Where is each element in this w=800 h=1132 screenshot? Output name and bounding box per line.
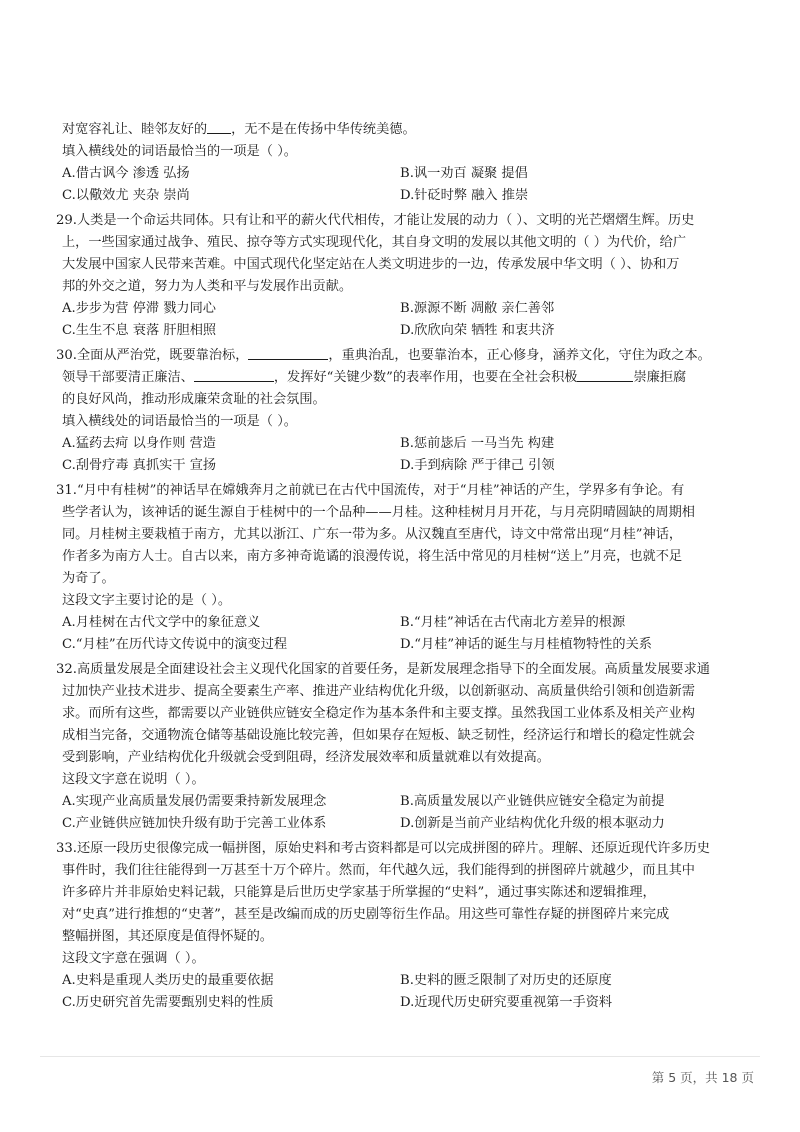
fill-blank — [194, 367, 274, 382]
q29-line: 上，一些国家通过战争、殖民、掠夺等方式实现现代化，其自身文明的发展以其他文明的（ ）为代价，给广 — [62, 235, 687, 250]
q29-line: 邦的外交之道，努力为人类和平与发展作出贡献。 — [62, 279, 353, 294]
q32-line: 成相当完备，交通物流仓储等基础设施比较完善，但如果存在短板、缺乏韧性，经济运行和增长的稳定性就会 — [62, 728, 695, 743]
intro-line-1-pre: 对宽容礼让、睦邻友好的 — [62, 122, 208, 137]
q33-line: 对“史真”进行推想的“史著”，甚至是改编而成的历史剧等衍生作品。用这些可靠性存疑的拼图碎片来完成 — [62, 907, 670, 922]
q30-option-b[interactable]: B.惩前毖后 一马当先 构建 — [400, 436, 555, 451]
page-content — [56, 119, 756, 1014]
q30-line-3: 的良好风尚，推动形成廉荣贪耻的社会氛围。 — [62, 392, 326, 407]
question-29 — [56, 210, 756, 342]
page-number: 第 5 页，共 18 页 — [651, 1070, 754, 1085]
footer-divider — [40, 1056, 760, 1057]
q31-line: 作者多为南方人士。自古以来，南方多神奇诡谲的浪漫传说，将生活中常见的月桂树“送上”月亮，也就不足 — [62, 549, 683, 564]
q30-line-1 — [56, 345, 756, 367]
intro-line-1-post: ，无不是在传扬中华传统美德。 — [231, 122, 416, 137]
q31-option-b[interactable]: B.“月桂”神话在古代南北方差异的根源 — [400, 615, 626, 630]
q30-line-1-a: 30.全面从严治党，既要靠治标， — [56, 348, 249, 363]
fill-blank — [248, 345, 328, 360]
q29-option-a[interactable]: A.步步为营 停滞 戮力同心 — [62, 301, 216, 316]
intro-option-d[interactable]: D.针砭时弊 融入 推崇 — [400, 188, 529, 203]
q33-option-c[interactable]: C.历史研究首先需要甄别史料的性质 — [62, 995, 274, 1010]
q30-line-2-a: 领导干部要清正廉洁、 — [62, 370, 194, 385]
q31-option-d[interactable]: D.“月桂”神话的诞生与月桂植物特性的关系 — [400, 637, 652, 652]
intro-line-1 — [56, 119, 756, 141]
q32-line: 受到影响，产业结构优化升级就会受到阻碍，经济发展效率和质量就难以有效提高。 — [62, 750, 550, 765]
q33-option-b[interactable]: B.史料的匮乏限制了对历史的还原度 — [400, 973, 612, 988]
q33-options-row-1 — [56, 970, 756, 992]
q29-options-row-1 — [56, 298, 756, 320]
q32-option-a[interactable]: A.实现产业高质量发展仍需要秉持新发展理念 — [62, 794, 327, 809]
q31-line: 为奇了。 — [62, 571, 115, 586]
q29-options-row-2 — [56, 320, 756, 342]
q33-prompt: 这段文字意在强调（ ）。 — [62, 951, 205, 966]
q30-options-row-2 — [56, 455, 756, 477]
q31-line: 些学者认为，该神话的诞生源自于桂树中的一个品种——月桂。这种桂树月月开花，与月亮阴晴圆缺的周期相 — [62, 505, 695, 520]
q30-option-a[interactable]: A.猛药去疴 以身作则 营造 — [62, 436, 216, 451]
question-33 — [56, 838, 756, 1014]
q32-line: 32.高质量发展是全面建设社会主义现代化国家的首要任务，是新发展理念指导下的全面发展。高质量发展要求通 — [56, 662, 710, 677]
q29-option-d[interactable]: D.欣欣向荣 牺牲 和衷共济 — [400, 323, 555, 338]
q32-option-b[interactable]: B.高质量发展以产业链供应链安全稳定为前提 — [400, 794, 665, 809]
q31-option-a[interactable]: A.月桂树在古代文学中的象征意义 — [62, 615, 261, 630]
q29-option-b[interactable]: B.源源不断 凋敝 亲仁善邻 — [400, 301, 555, 316]
q33-line: 事件时，我们往往能得到一万甚至十万个碎片。然而，年代越久远，我们能得到的拼图碎片就越少，而且其中 — [62, 863, 695, 878]
fill-blank — [577, 367, 633, 382]
q31-options-row-2 — [56, 634, 756, 656]
q31-option-c[interactable]: C.“月桂”在历代诗文传说中的演变过程 — [62, 637, 288, 652]
q32-options-row-2 — [56, 813, 756, 835]
q32-prompt: 这段文字意在说明（ ）。 — [62, 772, 205, 787]
q30-options-row-1 — [56, 433, 756, 455]
intro-option-c[interactable]: C.以儆效尤 夹杂 崇尚 — [62, 188, 190, 203]
q33-line: 33.还原一段历史很像完成一幅拼图，原始史料和考古资料都是可以完成拼图的碎片。理解、还原近现代许多历史 — [56, 841, 710, 856]
q29-line: 大发展中国家人民带来苦难。中国式现代化坚定站在人类文明进步的一边，传承发展中华文明（ ）、协和万 — [62, 257, 680, 272]
q29-line: 29.人类是一个命运共同体。只有让和平的薪火代代相传，才能让发展的动力（ ）、文明的光芒熠熠生辉。历史 — [56, 213, 695, 228]
q29-option-c[interactable]: C.生生不息 衰落 肝胆相照 — [62, 323, 217, 338]
intro-option-a[interactable]: A.借古讽今 渗透 弘扬 — [62, 166, 190, 181]
q30-option-c[interactable]: C.刮骨疗毒 真抓实干 宣扬 — [62, 458, 217, 473]
q30-line-2-c: 崇廉拒腐 — [633, 370, 687, 385]
q31-prompt: 这段文字主要讨论的是（ ）。 — [62, 593, 232, 608]
q33-options-row-2 — [56, 992, 756, 1014]
question-30 — [56, 345, 756, 477]
question-32 — [56, 659, 756, 835]
q33-line: 许多碎片并非原始史料记载，只能算是后世历史学家基于所掌握的“史料”，通过事实陈述和逻辑推理， — [62, 885, 656, 900]
q33-option-d[interactable]: D.近现代历史研究要重视第一手资料 — [400, 995, 613, 1010]
question-31 — [56, 480, 756, 656]
fill-blank — [207, 119, 231, 134]
q32-line: 求。而所有这些，都需要以产业链供应链安全稳定作为基本条件和主要支撑。虽然我国工业体系及相关产业构 — [62, 706, 695, 721]
q30-line-1-b: ，重典治乱，也要靠治本，正心修身，涵养文化，守住为政之本。 — [328, 348, 711, 363]
q32-options-row-1 — [56, 791, 756, 813]
q33-line: 整幅拼图，其还原度是值得怀疑的。 — [62, 929, 273, 944]
q32-option-c[interactable]: C.产业链供应链加快升级有助于完善工业体系 — [62, 816, 327, 831]
intro-options-row-2 — [56, 185, 756, 207]
q31-line: 同。月桂树主要栽植于南方，尤其以浙江、广东一带为多。从汉魏直至唐代，诗文中常常出现“月桂”神话， — [62, 527, 683, 542]
intro-options-row-1 — [56, 163, 756, 185]
q30-prompt: 填入横线处的词语最恰当的一项是（ ）。 — [62, 414, 297, 429]
q32-line: 过加快产业技术进步、提高全要素生产率、推进产业结构优化升级，以创新驱动、高质量供给引领和创造新需 — [62, 684, 695, 699]
q30-option-d[interactable]: D.手到病除 严于律己 引领 — [400, 458, 555, 473]
intro-option-b[interactable]: B.讽一劝百 凝聚 提倡 — [400, 166, 528, 181]
q30-line-2 — [56, 367, 756, 389]
intro-prompt: 填入横线处的词语最恰当的一项是（ ）。 — [62, 144, 297, 159]
q31-options-row-1 — [56, 612, 756, 634]
q32-option-d[interactable]: D.创新是当前产业结构优化升级的根本驱动力 — [400, 816, 665, 831]
q33-option-a[interactable]: A.史料是重现人类历史的最重要依据 — [62, 973, 274, 988]
q30-line-2-b: ，发挥好“关键少数”的表率作用，也要在全社会积极 — [273, 370, 578, 385]
q31-line: 31.“月中有桂树”的神话早在嫦娥奔月之前就已在古代中国流传，对于“月桂”神话的产生，学界多有争论。有 — [56, 483, 685, 498]
